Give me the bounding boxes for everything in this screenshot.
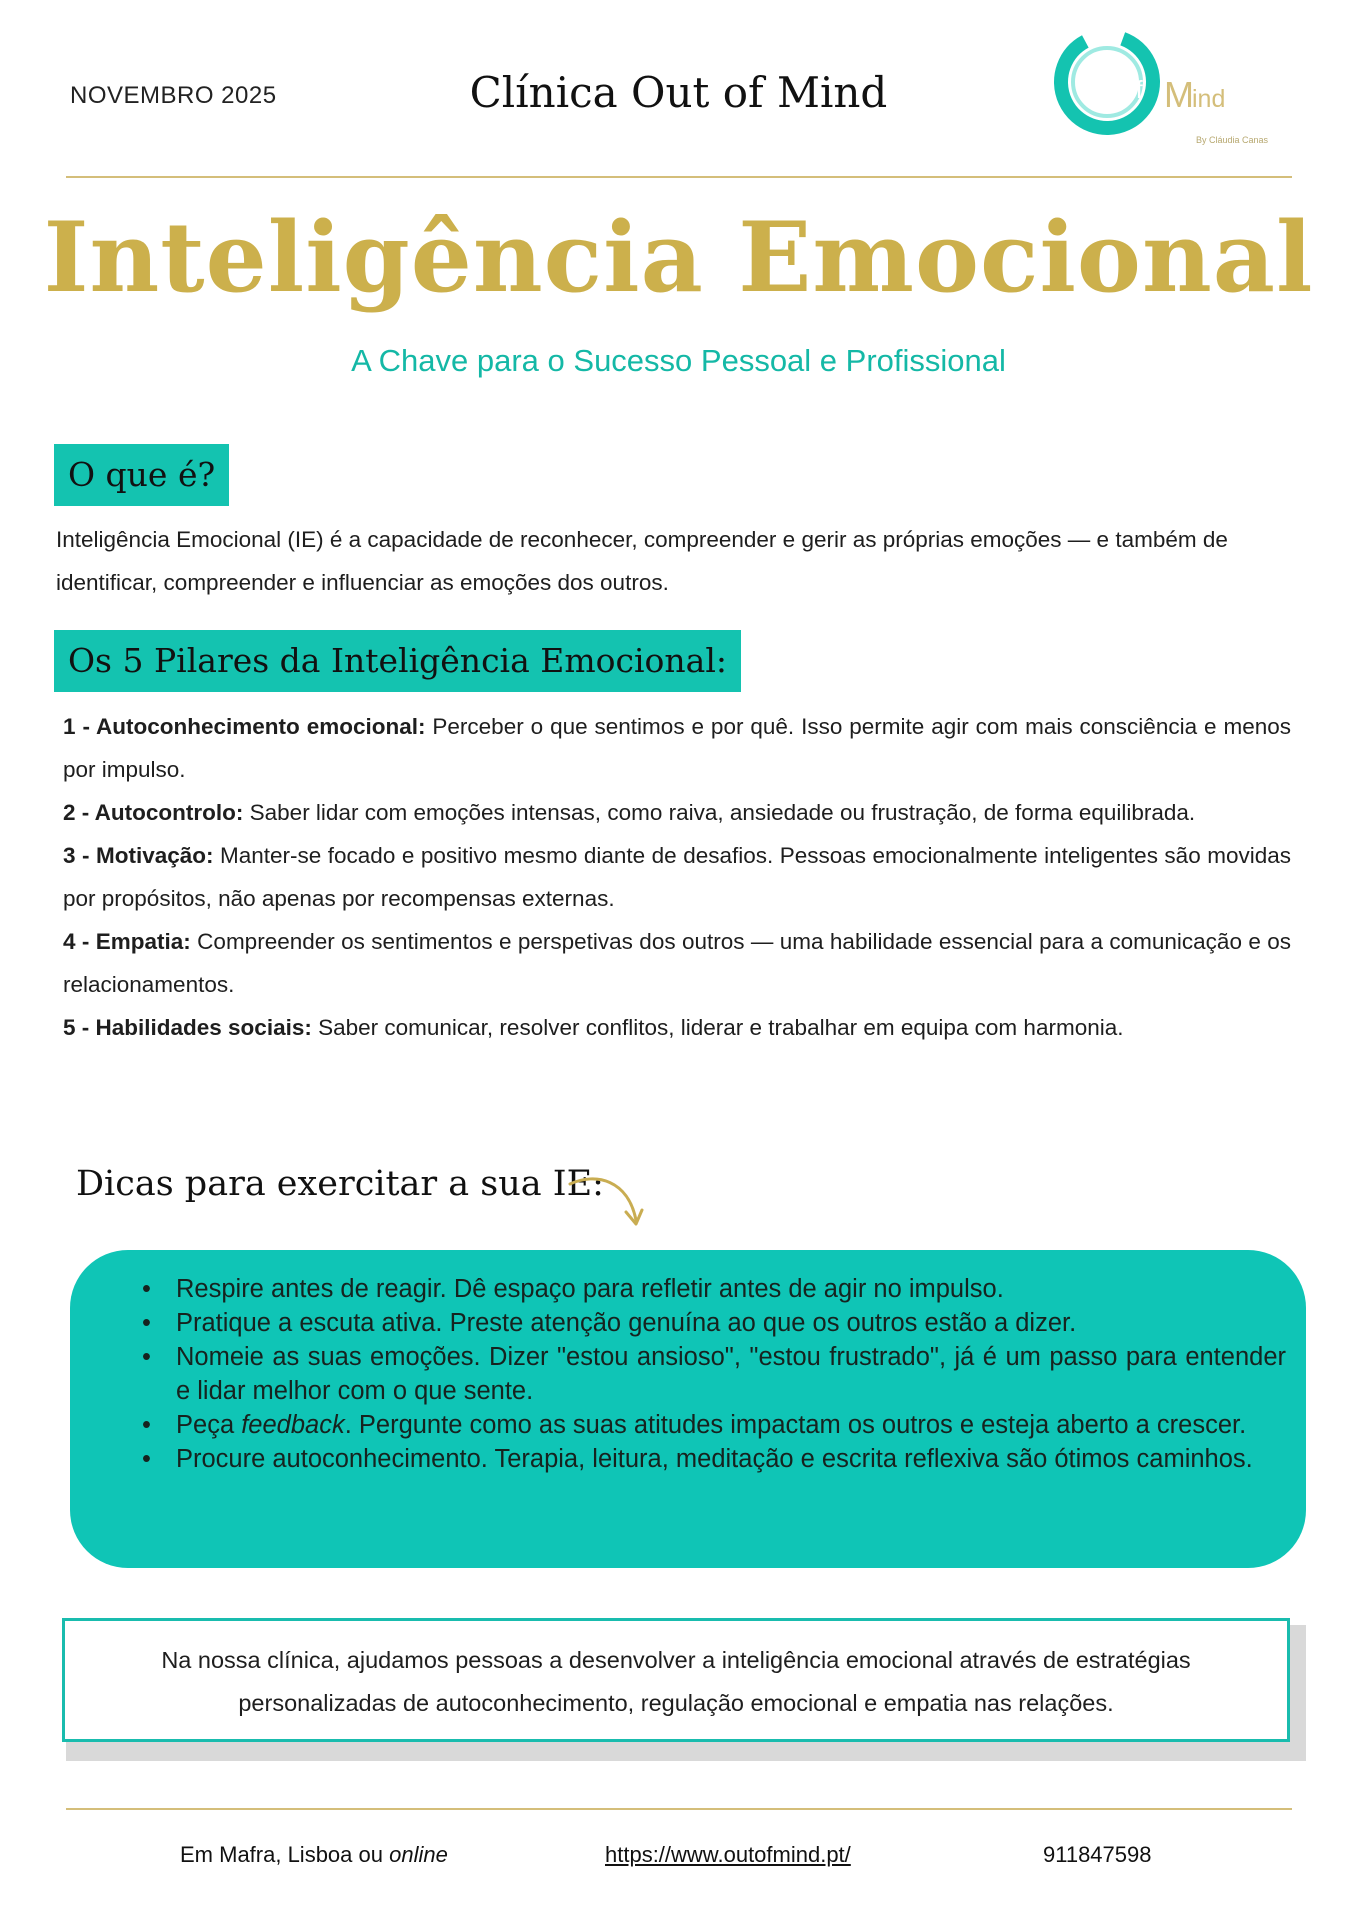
phone-number: 911847598 <box>1043 1842 1152 1867</box>
section-heading-pillars: Os 5 Pilares da Inteligência Emocional: <box>54 630 741 692</box>
svg-text:By Cláudia Canas: By Cláudia Canas <box>1196 135 1269 145</box>
pillar-item: 1 - Autoconhecimento emocional: Perceber o que sentimos e por quê. Isso permite agir com mais consciência e menos por impulso. <box>63 714 1291 782</box>
clinic-logo <box>1050 22 1280 152</box>
pillar-item: 4 - Empatia: Compreender os sentimentos e perspetivas dos outros — uma habilidade essencial para a comunicação e os relacionamentos. <box>63 929 1291 997</box>
pillar-item: 2 - Autocontrolo: Saber lidar com emoções intensas, como raiva, ansiedade ou frustração, de forma equilibrada. <box>63 800 1196 825</box>
section-heading-what-is: O que é? <box>54 444 229 506</box>
tips-box <box>70 1250 1306 1568</box>
svg-text:ind: ind <box>1192 85 1226 113</box>
pillar-item: 3 - Motivação: Manter-se focado e positivo mesmo diante de desafios. Pessoas emocionalmente inteligentes são movidas por propósitos, não apenas por recompensas externas. <box>63 843 1291 911</box>
newsletter-date: NOVEMBRO 2025 <box>70 82 277 109</box>
svg-text:M: M <box>1164 74 1194 115</box>
pillar-item: 5 - Habilidades sociais: Saber comunicar, resolver conflitos, liderar e trabalhar em equipa com harmonia. <box>63 1015 1124 1040</box>
list-item: • Pratique a escuta ativa. Preste atenção genuína ao que os outros estão a dizer. <box>142 1309 1077 1337</box>
website-link[interactable]: https://www.outofmind.pt/ <box>605 1842 851 1867</box>
definition-text: Inteligência Emocional (IE) é a capacidade de reconhecer, compreender e gerir as próprias emoções — e também de identificar, compreender e influenciar as emoções dos outros. <box>56 527 1228 595</box>
header-divider <box>66 176 1292 178</box>
list-item: • Procure autoconhecimento. Terapia, leitura, meditação e escrita reflexiva são ótimos caminhos. <box>142 1445 1253 1473</box>
svg-text:ut of: ut of <box>1094 76 1143 104</box>
footer-location: Em Mafra, Lisboa ou online <box>180 1842 448 1867</box>
clinic-name: Clínica Out of Mind <box>469 68 888 117</box>
pillars-list <box>63 705 1291 1049</box>
list-item: • Peça feedback. Pergunte como as suas atitudes impactam os outros e esteja aberto a crescer. <box>142 1411 1247 1439</box>
tips-heading: Dicas para exercitar a sua IE: <box>76 1164 604 1204</box>
list-item: • Nomeie as suas emoções. Dizer "estou ansioso", "estou frustrado", já é um passo para entender e lidar melhor com o que sente. <box>142 1343 1286 1405</box>
footer-divider <box>66 1808 1292 1810</box>
page-subtitle: A Chave para o Sucesso Pessoal e Profissional <box>351 343 1006 378</box>
tips-list <box>138 1272 1286 1476</box>
curved-arrow-icon <box>566 1170 646 1240</box>
clinic-note: Na nossa clínica, ajudamos pessoas a desenvolver a inteligência emocional através de estratégias personalizadas de autoconhecimento, regulação emocional e empatia nas relações. <box>62 1618 1290 1742</box>
list-item: • Respire antes de reagir. Dê espaço para refletir antes de agir no impulso. <box>142 1275 1004 1303</box>
page-title: Inteligência Emocional <box>43 201 1314 314</box>
